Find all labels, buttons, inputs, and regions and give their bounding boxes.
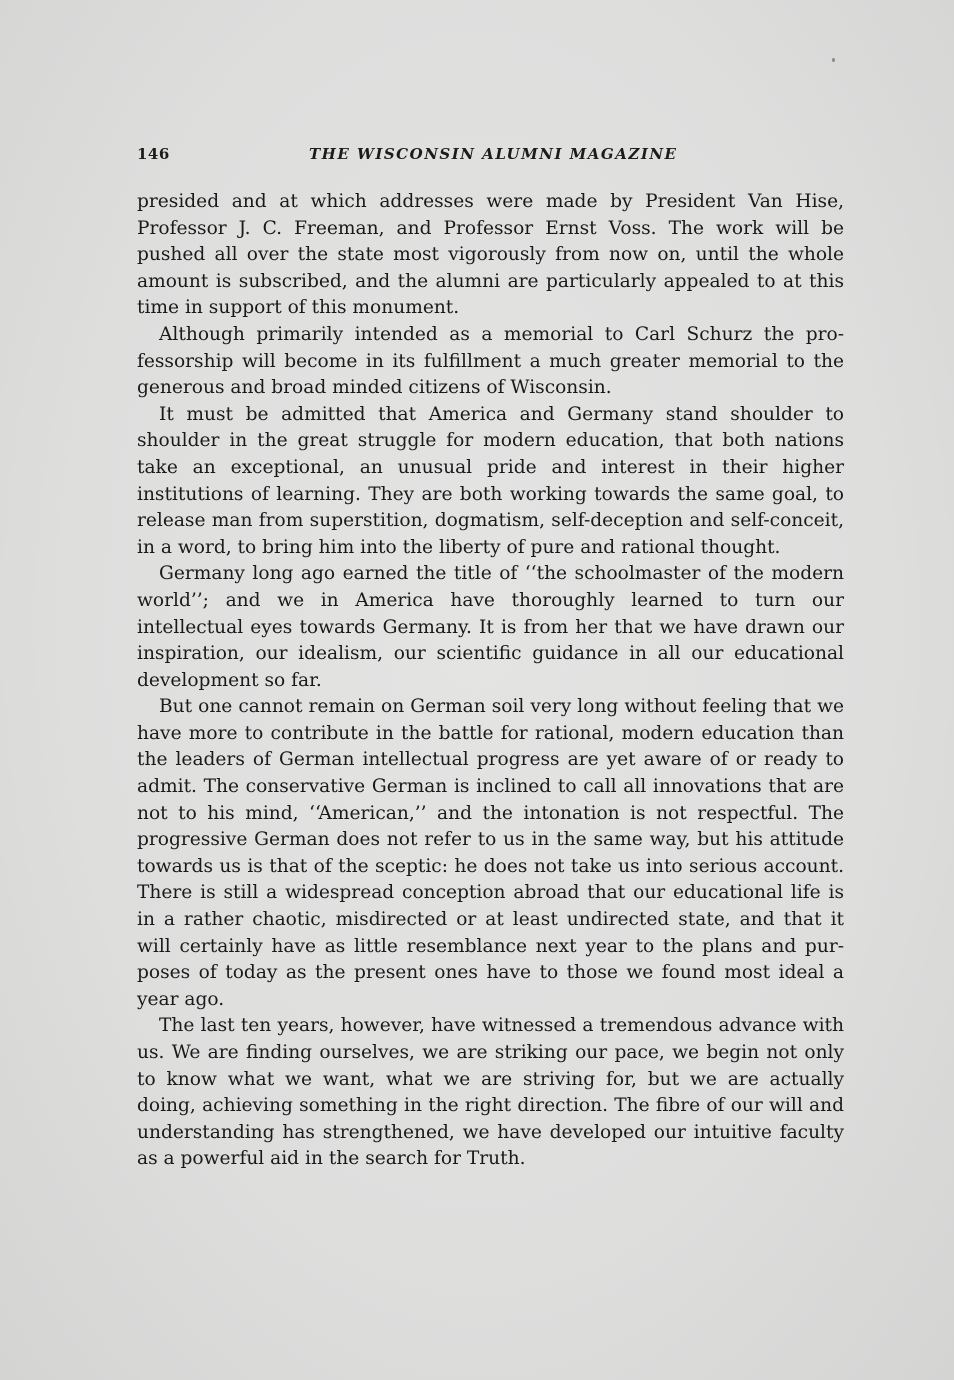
paragraph: The last ten years, however, have witnessed a tremendous advance with us. We are finding ourselves, we are striking our pace, we begin not only to know what we want, what we are striving for, but we are actually doing, achieving something in the right direction. The fibre of our will and understanding has strengthened, we have developed our intuitive faculty as a powerful aid in the search for Truth. [137,1015,844,1170]
paragraph: But one cannot remain on German soil very long without feeling that we have more to contribute in the battle for rational, modern education than the leaders of German intellectual progress are yet aware of or ready to admit. The conservative German is inclined to call all innovations that are not to his mind, ‘‘American,’’ and the intonation is not respectful. The progressive German does not refer to us in the same way, but his attitude towards us is that of the sceptic: he does not take us into serious account. There is still a widespread conception abroad that our educational life is in a rather chaotic, misdirected or at least undirected state, and that it will certainly have as little resemblance next year to the plans and purposes of today as the present ones have to those we found most ideal a year ago. [137,696,844,1010]
print-speck [832,58,835,62]
paragraph: It must be admitted that America and Germany stand shoulder to shoulder in the great struggle for modern education, that both nations take an exceptional, an unusual pride and interest in their higher institutions of learning. They are both working towards the same goal, to release man from superstition, dogmatism, self-deception and self-conceit, in a word, to bring him into the liberty of pure and rational thought. [137,403,844,558]
page-header [137,145,843,169]
paragraph-continued: presided and at which addresses were made by President Van Hise, Professor J. C. Freeman, and Professor Ernst Voss. The work will be pushed all over the state most vigorously from now on, until the whole amount is subscribed, and the alumni are particularly appealed to at this time in support of this monument. [137,191,844,319]
running-title: THE WISCONSIN ALUMNI MAGAZINE [309,145,678,163]
article-body [137,189,844,1173]
paragraph: Although primarily intended as a memorial to Carl Schurz the professorship will become in its fulfillment a much greater memorial to the generous and broad minded citizens of Wisconsin. [137,323,844,399]
paragraph: Germany long ago earned the title of ‘‘the schoolmaster of the modern world’’; and we in America have thoroughly learned to turn our intellectual eyes towards Germany. It is from her that we have drawn our inspiration, our idealism, our scientific guidance in all our educational development so far. [137,563,844,691]
page-number: 146 [137,145,170,163]
